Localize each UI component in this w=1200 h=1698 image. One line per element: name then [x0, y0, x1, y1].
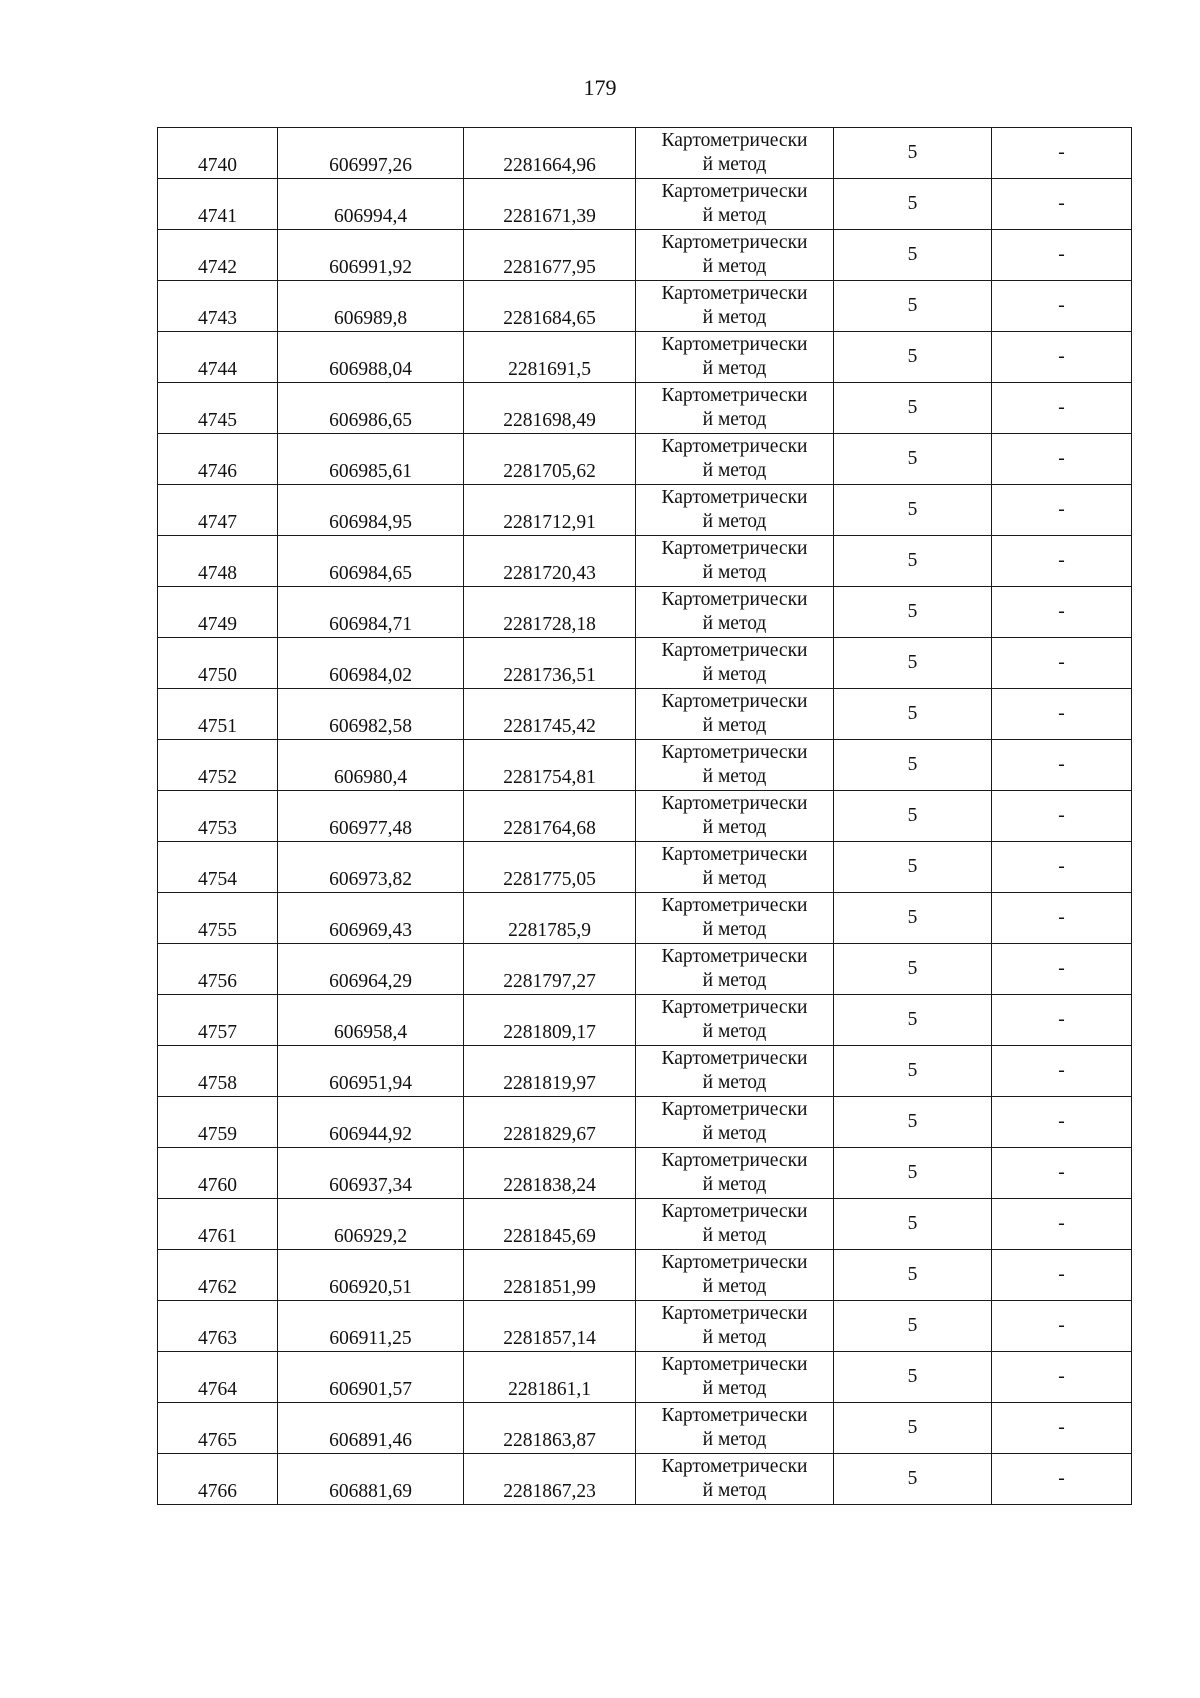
- x-coordinate-cell: 606881,69: [278, 1454, 464, 1505]
- method-line-2: й метод: [702, 256, 767, 277]
- table-row: [158, 281, 1132, 332]
- note-cell: -: [992, 179, 1132, 230]
- point-number-cell: 4763: [158, 1301, 278, 1352]
- x-coordinate-cell: 606951,94: [278, 1046, 464, 1097]
- table-row: [158, 791, 1132, 842]
- note-cell: -: [992, 1454, 1132, 1505]
- method-line-1: Картометрически: [661, 385, 808, 406]
- point-number-cell: 4755: [158, 893, 278, 944]
- method-line-1: Картометрически: [661, 1252, 808, 1273]
- point-number-cell: 4751: [158, 689, 278, 740]
- point-number-cell: 4756: [158, 944, 278, 995]
- table-row: [158, 740, 1132, 791]
- y-coordinate-cell: 2281664,96: [464, 128, 636, 179]
- method-cell: [636, 944, 834, 995]
- note-cell: -: [992, 995, 1132, 1046]
- accuracy-cell: 5: [834, 1097, 992, 1148]
- method-line-2: й метод: [702, 1327, 767, 1348]
- note-cell: -: [992, 1403, 1132, 1454]
- method-line-1: Картометрически: [661, 793, 808, 814]
- point-number-cell: 4740: [158, 128, 278, 179]
- accuracy-cell: 5: [834, 1148, 992, 1199]
- method-line-1: Картометрически: [661, 844, 808, 865]
- method-line-2: й метод: [702, 1378, 767, 1399]
- method-cell: [636, 1454, 834, 1505]
- note-cell: -: [992, 944, 1132, 995]
- accuracy-cell: 5: [834, 1352, 992, 1403]
- method-cell: [636, 842, 834, 893]
- y-coordinate-cell: 2281829,67: [464, 1097, 636, 1148]
- method-line-2: й метод: [702, 1021, 767, 1042]
- method-line-1: Картометрически: [661, 1405, 808, 1426]
- table-body: [158, 128, 1132, 1505]
- method-line-1: Картометрически: [661, 946, 808, 967]
- method-line-1: Картометрически: [661, 334, 808, 355]
- table-row: [158, 485, 1132, 536]
- x-coordinate-cell: 606977,48: [278, 791, 464, 842]
- point-number-cell: 4750: [158, 638, 278, 689]
- method-line-1: Картометрически: [661, 1099, 808, 1120]
- accuracy-cell: 5: [834, 179, 992, 230]
- method-cell: [636, 230, 834, 281]
- accuracy-cell: 5: [834, 791, 992, 842]
- method-line-2: й метод: [702, 817, 767, 838]
- method-line-1: Картометрически: [661, 1456, 808, 1477]
- note-cell: -: [992, 638, 1132, 689]
- note-cell: -: [992, 791, 1132, 842]
- table-row: [158, 332, 1132, 383]
- y-coordinate-cell: 2281851,99: [464, 1250, 636, 1301]
- y-coordinate-cell: 2281745,42: [464, 689, 636, 740]
- y-coordinate-cell: 2281775,05: [464, 842, 636, 893]
- y-coordinate-cell: 2281677,95: [464, 230, 636, 281]
- note-cell: -: [992, 281, 1132, 332]
- point-number-cell: 4748: [158, 536, 278, 587]
- method-cell: [636, 587, 834, 638]
- method-line-1: Картометрически: [661, 1048, 808, 1069]
- method-line-2: й метод: [702, 970, 767, 991]
- note-cell: -: [992, 1352, 1132, 1403]
- accuracy-cell: 5: [834, 944, 992, 995]
- table-row: [158, 1301, 1132, 1352]
- method-line-1: Картометрически: [661, 283, 808, 304]
- x-coordinate-cell: 606984,95: [278, 485, 464, 536]
- accuracy-cell: 5: [834, 1454, 992, 1505]
- method-cell: [636, 1352, 834, 1403]
- accuracy-cell: 5: [834, 995, 992, 1046]
- table-row: [158, 587, 1132, 638]
- accuracy-cell: 5: [834, 281, 992, 332]
- method-line-2: й метод: [702, 511, 767, 532]
- y-coordinate-cell: 2281861,1: [464, 1352, 636, 1403]
- method-cell: [636, 893, 834, 944]
- x-coordinate-cell: 606985,61: [278, 434, 464, 485]
- method-line-1: Картометрически: [661, 1150, 808, 1171]
- accuracy-cell: 5: [834, 689, 992, 740]
- x-coordinate-cell: 606984,65: [278, 536, 464, 587]
- y-coordinate-cell: 2281728,18: [464, 587, 636, 638]
- method-line-1: Картометрически: [661, 895, 808, 916]
- point-number-cell: 4765: [158, 1403, 278, 1454]
- point-number-cell: 4747: [158, 485, 278, 536]
- accuracy-cell: 5: [834, 638, 992, 689]
- method-cell: [636, 740, 834, 791]
- method-cell: [636, 638, 834, 689]
- method-line-1: Картометрически: [661, 589, 808, 610]
- note-cell: -: [992, 842, 1132, 893]
- y-coordinate-cell: 2281720,43: [464, 536, 636, 587]
- y-coordinate-cell: 2281712,91: [464, 485, 636, 536]
- y-coordinate-cell: 2281736,51: [464, 638, 636, 689]
- method-line-2: й метод: [702, 919, 767, 940]
- point-number-cell: 4762: [158, 1250, 278, 1301]
- x-coordinate-cell: 606994,4: [278, 179, 464, 230]
- method-cell: [636, 1046, 834, 1097]
- accuracy-cell: 5: [834, 1301, 992, 1352]
- table-row: [158, 995, 1132, 1046]
- x-coordinate-cell: 606944,92: [278, 1097, 464, 1148]
- method-line-2: й метод: [702, 1225, 767, 1246]
- table-row: [158, 179, 1132, 230]
- table-row: [158, 434, 1132, 485]
- point-number-cell: 4766: [158, 1454, 278, 1505]
- x-coordinate-cell: 606969,43: [278, 893, 464, 944]
- point-number-cell: 4745: [158, 383, 278, 434]
- method-line-2: й метод: [702, 1276, 767, 1297]
- accuracy-cell: 5: [834, 1250, 992, 1301]
- table-row: [158, 1403, 1132, 1454]
- accuracy-cell: 5: [834, 842, 992, 893]
- accuracy-cell: 5: [834, 740, 992, 791]
- method-line-2: й метод: [702, 664, 767, 685]
- x-coordinate-cell: 606986,65: [278, 383, 464, 434]
- method-line-2: й метод: [702, 1480, 767, 1501]
- y-coordinate-cell: 2281863,87: [464, 1403, 636, 1454]
- point-number-cell: 4749: [158, 587, 278, 638]
- method-line-1: Картометрически: [661, 487, 808, 508]
- note-cell: -: [992, 230, 1132, 281]
- point-number-cell: 4753: [158, 791, 278, 842]
- x-coordinate-cell: 606984,71: [278, 587, 464, 638]
- x-coordinate-cell: 606988,04: [278, 332, 464, 383]
- y-coordinate-cell: 2281754,81: [464, 740, 636, 791]
- y-coordinate-cell: 2281691,5: [464, 332, 636, 383]
- method-cell: [636, 179, 834, 230]
- method-cell: [636, 128, 834, 179]
- point-number-cell: 4759: [158, 1097, 278, 1148]
- method-cell: [636, 485, 834, 536]
- x-coordinate-cell: 606929,2: [278, 1199, 464, 1250]
- method-line-1: Картометрически: [661, 1354, 808, 1375]
- table-row: [158, 638, 1132, 689]
- accuracy-cell: 5: [834, 893, 992, 944]
- note-cell: -: [992, 1301, 1132, 1352]
- accuracy-cell: 5: [834, 230, 992, 281]
- method-line-1: Картометрически: [661, 997, 808, 1018]
- table-row: [158, 128, 1132, 179]
- x-coordinate-cell: 606891,46: [278, 1403, 464, 1454]
- method-line-1: Картометрически: [661, 130, 808, 151]
- table-row: [158, 536, 1132, 587]
- table-row: [158, 383, 1132, 434]
- note-cell: -: [992, 587, 1132, 638]
- y-coordinate-cell: 2281698,49: [464, 383, 636, 434]
- method-cell: [636, 281, 834, 332]
- x-coordinate-cell: 606980,4: [278, 740, 464, 791]
- accuracy-cell: 5: [834, 128, 992, 179]
- y-coordinate-cell: 2281705,62: [464, 434, 636, 485]
- note-cell: -: [992, 893, 1132, 944]
- method-line-2: й метод: [702, 613, 767, 634]
- note-cell: -: [992, 1046, 1132, 1097]
- y-coordinate-cell: 2281838,24: [464, 1148, 636, 1199]
- method-line-1: Картометрически: [661, 640, 808, 661]
- point-number-cell: 4757: [158, 995, 278, 1046]
- x-coordinate-cell: 606973,82: [278, 842, 464, 893]
- method-cell: [636, 1148, 834, 1199]
- table-row: [158, 842, 1132, 893]
- method-line-1: Картометрически: [661, 1201, 808, 1222]
- accuracy-cell: 5: [834, 536, 992, 587]
- y-coordinate-cell: 2281845,69: [464, 1199, 636, 1250]
- x-coordinate-cell: 606997,26: [278, 128, 464, 179]
- x-coordinate-cell: 606984,02: [278, 638, 464, 689]
- method-line-2: й метод: [702, 1174, 767, 1195]
- note-cell: -: [992, 740, 1132, 791]
- method-cell: [636, 1301, 834, 1352]
- point-number-cell: 4744: [158, 332, 278, 383]
- method-line-2: й метод: [702, 1072, 767, 1093]
- method-cell: [636, 434, 834, 485]
- y-coordinate-cell: 2281785,9: [464, 893, 636, 944]
- method-line-2: й метод: [702, 715, 767, 736]
- y-coordinate-cell: 2281764,68: [464, 791, 636, 842]
- method-line-2: й метод: [702, 154, 767, 175]
- method-cell: [636, 1403, 834, 1454]
- point-number-cell: 4746: [158, 434, 278, 485]
- y-coordinate-cell: 2281819,97: [464, 1046, 636, 1097]
- method-line-2: й метод: [702, 358, 767, 379]
- accuracy-cell: 5: [834, 434, 992, 485]
- method-line-1: Картометрически: [661, 436, 808, 457]
- table-row: [158, 1454, 1132, 1505]
- x-coordinate-cell: 606989,8: [278, 281, 464, 332]
- method-line-2: й метод: [702, 409, 767, 430]
- method-cell: [636, 689, 834, 740]
- method-line-1: Картометрически: [661, 538, 808, 559]
- table-row: [158, 1097, 1132, 1148]
- coordinates-table: [157, 127, 1132, 1505]
- method-line-2: й метод: [702, 460, 767, 481]
- point-number-cell: 4761: [158, 1199, 278, 1250]
- y-coordinate-cell: 2281867,23: [464, 1454, 636, 1505]
- x-coordinate-cell: 606901,57: [278, 1352, 464, 1403]
- y-coordinate-cell: 2281809,17: [464, 995, 636, 1046]
- method-cell: [636, 1250, 834, 1301]
- method-line-1: Картометрически: [661, 1303, 808, 1324]
- method-cell: [636, 995, 834, 1046]
- table-row: [158, 1352, 1132, 1403]
- table-row: [158, 1046, 1132, 1097]
- method-line-1: Картометрически: [661, 181, 808, 202]
- y-coordinate-cell: 2281684,65: [464, 281, 636, 332]
- method-line-2: й метод: [702, 1123, 767, 1144]
- method-line-1: Картометрически: [661, 691, 808, 712]
- method-line-2: й метод: [702, 868, 767, 889]
- x-coordinate-cell: 606911,25: [278, 1301, 464, 1352]
- point-number-cell: 4743: [158, 281, 278, 332]
- table-row: [158, 689, 1132, 740]
- method-line-2: й метод: [702, 562, 767, 583]
- method-line-2: й метод: [702, 205, 767, 226]
- note-cell: -: [992, 689, 1132, 740]
- note-cell: -: [992, 434, 1132, 485]
- method-line-2: й метод: [702, 1429, 767, 1450]
- accuracy-cell: 5: [834, 587, 992, 638]
- accuracy-cell: 5: [834, 1403, 992, 1454]
- y-coordinate-cell: 2281797,27: [464, 944, 636, 995]
- x-coordinate-cell: 606958,4: [278, 995, 464, 1046]
- method-cell: [636, 536, 834, 587]
- point-number-cell: 4742: [158, 230, 278, 281]
- note-cell: -: [992, 1097, 1132, 1148]
- point-number-cell: 4752: [158, 740, 278, 791]
- note-cell: -: [992, 332, 1132, 383]
- note-cell: -: [992, 1250, 1132, 1301]
- point-number-cell: 4741: [158, 179, 278, 230]
- page-number: 179: [583, 75, 617, 100]
- table-row: [158, 1250, 1132, 1301]
- point-number-cell: 4758: [158, 1046, 278, 1097]
- point-number-cell: 4760: [158, 1148, 278, 1199]
- method-cell: [636, 383, 834, 434]
- accuracy-cell: 5: [834, 383, 992, 434]
- method-cell: [636, 332, 834, 383]
- method-line-2: й метод: [702, 307, 767, 328]
- note-cell: -: [992, 1199, 1132, 1250]
- accuracy-cell: 5: [834, 1046, 992, 1097]
- method-cell: [636, 791, 834, 842]
- y-coordinate-cell: 2281671,39: [464, 179, 636, 230]
- method-line-1: Картометрически: [661, 742, 808, 763]
- accuracy-cell: 5: [834, 485, 992, 536]
- method-cell: [636, 1097, 834, 1148]
- table-row: [158, 1148, 1132, 1199]
- note-cell: -: [992, 128, 1132, 179]
- note-cell: -: [992, 1148, 1132, 1199]
- table-row: [158, 944, 1132, 995]
- method-cell: [636, 1199, 834, 1250]
- point-number-cell: 4754: [158, 842, 278, 893]
- method-line-2: й метод: [702, 766, 767, 787]
- note-cell: -: [992, 536, 1132, 587]
- x-coordinate-cell: 606982,58: [278, 689, 464, 740]
- note-cell: -: [992, 383, 1132, 434]
- x-coordinate-cell: 606991,92: [278, 230, 464, 281]
- method-line-1: Картометрически: [661, 232, 808, 253]
- note-cell: -: [992, 485, 1132, 536]
- x-coordinate-cell: 606937,34: [278, 1148, 464, 1199]
- table-row: [158, 230, 1132, 281]
- accuracy-cell: 5: [834, 332, 992, 383]
- y-coordinate-cell: 2281857,14: [464, 1301, 636, 1352]
- point-number-cell: 4764: [158, 1352, 278, 1403]
- accuracy-cell: 5: [834, 1199, 992, 1250]
- table-row: [158, 1199, 1132, 1250]
- x-coordinate-cell: 606920,51: [278, 1250, 464, 1301]
- table-row: [158, 893, 1132, 944]
- x-coordinate-cell: 606964,29: [278, 944, 464, 995]
